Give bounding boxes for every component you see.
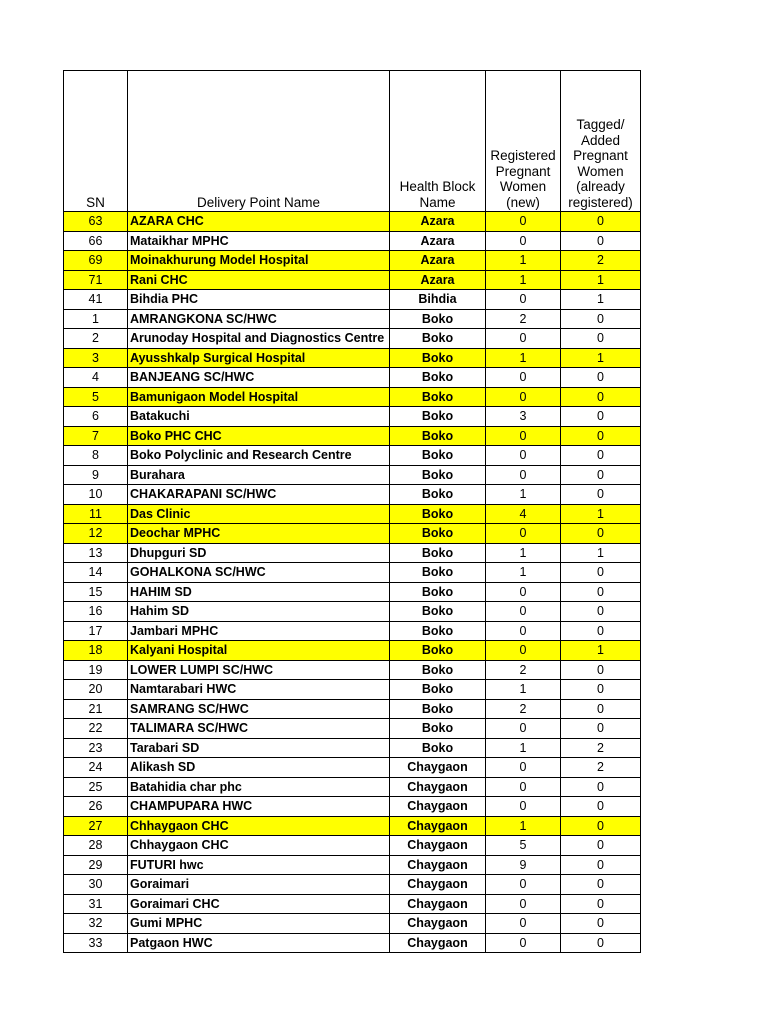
cell-registered: 0 bbox=[486, 719, 561, 739]
cell-health-block: Chaygaon bbox=[390, 777, 486, 797]
cell-tagged: 0 bbox=[561, 329, 641, 349]
cell-tagged: 1 bbox=[561, 348, 641, 368]
cell-sn: 16 bbox=[64, 602, 128, 622]
cell-health-block: Boko bbox=[390, 309, 486, 329]
cell-registered: 0 bbox=[486, 641, 561, 661]
cell-sn: 69 bbox=[64, 251, 128, 271]
cell-registered: 1 bbox=[486, 680, 561, 700]
cell-tagged: 2 bbox=[561, 738, 641, 758]
cell-health-block: Chaygaon bbox=[390, 894, 486, 914]
cell-sn: 25 bbox=[64, 777, 128, 797]
header-delivery-point-name: Delivery Point Name bbox=[128, 71, 390, 212]
cell-sn: 13 bbox=[64, 543, 128, 563]
cell-delivery-point-name: Deochar MPHC bbox=[128, 524, 390, 544]
table-row bbox=[64, 231, 641, 251]
cell-health-block: Chaygaon bbox=[390, 836, 486, 856]
table-row bbox=[64, 368, 641, 388]
cell-tagged: 0 bbox=[561, 446, 641, 466]
cell-sn: 15 bbox=[64, 582, 128, 602]
cell-tagged: 2 bbox=[561, 758, 641, 778]
table-row bbox=[64, 602, 641, 622]
cell-tagged: 0 bbox=[561, 621, 641, 641]
cell-registered: 0 bbox=[486, 894, 561, 914]
cell-tagged: 1 bbox=[561, 270, 641, 290]
cell-delivery-point-name: Mataikhar MPHC bbox=[128, 231, 390, 251]
cell-health-block: Azara bbox=[390, 231, 486, 251]
table-body bbox=[64, 212, 641, 953]
cell-tagged: 0 bbox=[561, 836, 641, 856]
cell-sn: 33 bbox=[64, 933, 128, 953]
table-row bbox=[64, 914, 641, 934]
cell-tagged: 0 bbox=[561, 426, 641, 446]
cell-registered: 0 bbox=[486, 777, 561, 797]
cell-sn: 4 bbox=[64, 368, 128, 388]
cell-sn: 12 bbox=[64, 524, 128, 544]
cell-health-block: Boko bbox=[390, 680, 486, 700]
cell-registered: 1 bbox=[486, 543, 561, 563]
cell-health-block: Boko bbox=[390, 465, 486, 485]
cell-tagged: 0 bbox=[561, 816, 641, 836]
cell-registered: 1 bbox=[486, 348, 561, 368]
cell-health-block: Boko bbox=[390, 719, 486, 739]
cell-health-block: Chaygaon bbox=[390, 855, 486, 875]
header-health-block-name: Health Block Name bbox=[390, 71, 486, 212]
cell-tagged: 0 bbox=[561, 368, 641, 388]
cell-registered: 1 bbox=[486, 251, 561, 271]
cell-delivery-point-name: Goraimari CHC bbox=[128, 894, 390, 914]
cell-delivery-point-name: Goraimari bbox=[128, 875, 390, 895]
cell-tagged: 0 bbox=[561, 465, 641, 485]
cell-sn: 17 bbox=[64, 621, 128, 641]
table-row bbox=[64, 836, 641, 856]
cell-health-block: Boko bbox=[390, 699, 486, 719]
cell-delivery-point-name: Das Clinic bbox=[128, 504, 390, 524]
cell-health-block: Bihdia bbox=[390, 290, 486, 310]
cell-sn: 18 bbox=[64, 641, 128, 661]
cell-health-block: Chaygaon bbox=[390, 933, 486, 953]
cell-registered: 1 bbox=[486, 270, 561, 290]
cell-registered: 2 bbox=[486, 699, 561, 719]
cell-delivery-point-name: Moinakhurung Model Hospital bbox=[128, 251, 390, 271]
table-row bbox=[64, 641, 641, 661]
cell-delivery-point-name: Batahidia char phc bbox=[128, 777, 390, 797]
cell-sn: 41 bbox=[64, 290, 128, 310]
cell-registered: 5 bbox=[486, 836, 561, 856]
table-row bbox=[64, 270, 641, 290]
cell-delivery-point-name: Jambari MPHC bbox=[128, 621, 390, 641]
cell-sn: 31 bbox=[64, 894, 128, 914]
cell-registered: 3 bbox=[486, 407, 561, 427]
cell-delivery-point-name: Boko Polyclinic and Research Centre bbox=[128, 446, 390, 466]
cell-health-block: Boko bbox=[390, 563, 486, 583]
cell-registered: 0 bbox=[486, 446, 561, 466]
cell-registered: 0 bbox=[486, 290, 561, 310]
cell-registered: 0 bbox=[486, 933, 561, 953]
header-tagged-pregnant-women: Tagged/ Added Pregnant Women (already registered) bbox=[561, 71, 641, 212]
cell-tagged: 0 bbox=[561, 875, 641, 895]
cell-sn: 9 bbox=[64, 465, 128, 485]
cell-registered: 0 bbox=[486, 426, 561, 446]
cell-registered: 0 bbox=[486, 875, 561, 895]
cell-registered: 0 bbox=[486, 231, 561, 251]
table-row bbox=[64, 426, 641, 446]
cell-registered: 1 bbox=[486, 816, 561, 836]
cell-registered: 2 bbox=[486, 309, 561, 329]
header-sn: SN bbox=[64, 71, 128, 212]
table-row bbox=[64, 465, 641, 485]
table-row bbox=[64, 290, 641, 310]
cell-registered: 2 bbox=[486, 660, 561, 680]
cell-sn: 32 bbox=[64, 914, 128, 934]
cell-health-block: Boko bbox=[390, 543, 486, 563]
cell-delivery-point-name: Patgaon HWC bbox=[128, 933, 390, 953]
table-row bbox=[64, 543, 641, 563]
cell-tagged: 0 bbox=[561, 524, 641, 544]
cell-sn: 26 bbox=[64, 797, 128, 817]
cell-delivery-point-name: AZARA CHC bbox=[128, 212, 390, 232]
cell-tagged: 0 bbox=[561, 777, 641, 797]
cell-health-block: Boko bbox=[390, 641, 486, 661]
cell-delivery-point-name: LOWER LUMPI SC/HWC bbox=[128, 660, 390, 680]
cell-health-block: Boko bbox=[390, 582, 486, 602]
cell-health-block: Azara bbox=[390, 212, 486, 232]
cell-health-block: Boko bbox=[390, 621, 486, 641]
table-row bbox=[64, 738, 641, 758]
cell-delivery-point-name: FUTURI hwc bbox=[128, 855, 390, 875]
cell-health-block: Chaygaon bbox=[390, 875, 486, 895]
cell-registered: 0 bbox=[486, 387, 561, 407]
cell-tagged: 0 bbox=[561, 212, 641, 232]
cell-sn: 10 bbox=[64, 485, 128, 505]
cell-delivery-point-name: Bamunigaon Model Hospital bbox=[128, 387, 390, 407]
cell-sn: 71 bbox=[64, 270, 128, 290]
cell-delivery-point-name: BANJEANG SC/HWC bbox=[128, 368, 390, 388]
cell-registered: 0 bbox=[486, 582, 561, 602]
cell-registered: 0 bbox=[486, 797, 561, 817]
cell-tagged: 0 bbox=[561, 680, 641, 700]
cell-delivery-point-name: CHAMPUPARA HWC bbox=[128, 797, 390, 817]
cell-tagged: 0 bbox=[561, 719, 641, 739]
cell-registered: 1 bbox=[486, 485, 561, 505]
cell-tagged: 0 bbox=[561, 563, 641, 583]
cell-sn: 29 bbox=[64, 855, 128, 875]
cell-tagged: 0 bbox=[561, 660, 641, 680]
cell-sn: 6 bbox=[64, 407, 128, 427]
cell-health-block: Chaygaon bbox=[390, 758, 486, 778]
cell-delivery-point-name: Ayusshkalp Surgical Hospital bbox=[128, 348, 390, 368]
cell-registered: 0 bbox=[486, 212, 561, 232]
cell-tagged: 2 bbox=[561, 251, 641, 271]
cell-registered: 0 bbox=[486, 758, 561, 778]
cell-sn: 23 bbox=[64, 738, 128, 758]
cell-delivery-point-name: CHAKARAPANI SC/HWC bbox=[128, 485, 390, 505]
cell-tagged: 0 bbox=[561, 231, 641, 251]
table-row bbox=[64, 660, 641, 680]
cell-health-block: Boko bbox=[390, 660, 486, 680]
delivery-point-table bbox=[63, 70, 641, 953]
cell-health-block: Boko bbox=[390, 738, 486, 758]
table-row bbox=[64, 446, 641, 466]
cell-sn: 66 bbox=[64, 231, 128, 251]
cell-registered: 0 bbox=[486, 602, 561, 622]
cell-registered: 1 bbox=[486, 738, 561, 758]
cell-health-block: Boko bbox=[390, 426, 486, 446]
table-row bbox=[64, 816, 641, 836]
cell-delivery-point-name: Chhaygaon CHC bbox=[128, 836, 390, 856]
cell-health-block: Azara bbox=[390, 270, 486, 290]
table-row bbox=[64, 212, 641, 232]
cell-tagged: 0 bbox=[561, 914, 641, 934]
cell-sn: 24 bbox=[64, 758, 128, 778]
cell-registered: 0 bbox=[486, 368, 561, 388]
cell-delivery-point-name: HAHIM SD bbox=[128, 582, 390, 602]
cell-health-block: Boko bbox=[390, 368, 486, 388]
cell-sn: 14 bbox=[64, 563, 128, 583]
cell-registered: 1 bbox=[486, 563, 561, 583]
cell-sn: 7 bbox=[64, 426, 128, 446]
table-row bbox=[64, 563, 641, 583]
cell-tagged: 0 bbox=[561, 485, 641, 505]
table-row bbox=[64, 680, 641, 700]
cell-delivery-point-name: Boko PHC CHC bbox=[128, 426, 390, 446]
cell-health-block: Boko bbox=[390, 387, 486, 407]
cell-sn: 22 bbox=[64, 719, 128, 739]
cell-delivery-point-name: Chhaygaon CHC bbox=[128, 816, 390, 836]
cell-health-block: Boko bbox=[390, 524, 486, 544]
cell-sn: 8 bbox=[64, 446, 128, 466]
table-row bbox=[64, 407, 641, 427]
cell-sn: 28 bbox=[64, 836, 128, 856]
cell-delivery-point-name: Rani CHC bbox=[128, 270, 390, 290]
cell-health-block: Chaygaon bbox=[390, 797, 486, 817]
cell-delivery-point-name: Namtarabari HWC bbox=[128, 680, 390, 700]
cell-sn: 20 bbox=[64, 680, 128, 700]
cell-health-block: Chaygaon bbox=[390, 914, 486, 934]
cell-registered: 0 bbox=[486, 914, 561, 934]
cell-tagged: 0 bbox=[561, 602, 641, 622]
table-row bbox=[64, 855, 641, 875]
cell-delivery-point-name: Alikash SD bbox=[128, 758, 390, 778]
table-row bbox=[64, 387, 641, 407]
cell-health-block: Boko bbox=[390, 504, 486, 524]
cell-delivery-point-name: Hahim SD bbox=[128, 602, 390, 622]
table-row bbox=[64, 504, 641, 524]
cell-tagged: 0 bbox=[561, 309, 641, 329]
cell-health-block: Azara bbox=[390, 251, 486, 271]
cell-tagged: 0 bbox=[561, 855, 641, 875]
table-row bbox=[64, 777, 641, 797]
cell-registered: 0 bbox=[486, 621, 561, 641]
cell-delivery-point-name: Dhupguri SD bbox=[128, 543, 390, 563]
cell-health-block: Boko bbox=[390, 407, 486, 427]
cell-registered: 0 bbox=[486, 524, 561, 544]
table-row bbox=[64, 582, 641, 602]
header-row bbox=[64, 71, 641, 212]
cell-tagged: 1 bbox=[561, 543, 641, 563]
cell-tagged: 1 bbox=[561, 504, 641, 524]
cell-sn: 19 bbox=[64, 660, 128, 680]
cell-registered: 0 bbox=[486, 465, 561, 485]
cell-tagged: 1 bbox=[561, 290, 641, 310]
cell-delivery-point-name: AMRANGKONA SC/HWC bbox=[128, 309, 390, 329]
cell-health-block: Boko bbox=[390, 329, 486, 349]
cell-tagged: 0 bbox=[561, 894, 641, 914]
cell-tagged: 0 bbox=[561, 387, 641, 407]
table-row bbox=[64, 309, 641, 329]
table-row bbox=[64, 933, 641, 953]
cell-delivery-point-name: Gumi MPHC bbox=[128, 914, 390, 934]
cell-delivery-point-name: Batakuchi bbox=[128, 407, 390, 427]
cell-delivery-point-name: Tarabari SD bbox=[128, 738, 390, 758]
cell-health-block: Boko bbox=[390, 348, 486, 368]
table-row bbox=[64, 719, 641, 739]
table-row bbox=[64, 524, 641, 544]
cell-tagged: 0 bbox=[561, 699, 641, 719]
table-row bbox=[64, 348, 641, 368]
cell-delivery-point-name: TALIMARA SC/HWC bbox=[128, 719, 390, 739]
cell-delivery-point-name: Bihdia PHC bbox=[128, 290, 390, 310]
cell-sn: 1 bbox=[64, 309, 128, 329]
cell-health-block: Chaygaon bbox=[390, 816, 486, 836]
cell-delivery-point-name: Arunoday Hospital and Diagnostics Centre bbox=[128, 329, 390, 349]
cell-registered: 4 bbox=[486, 504, 561, 524]
table-row bbox=[64, 329, 641, 349]
cell-delivery-point-name: Kalyani Hospital bbox=[128, 641, 390, 661]
cell-tagged: 0 bbox=[561, 797, 641, 817]
cell-tagged: 1 bbox=[561, 641, 641, 661]
table-row bbox=[64, 875, 641, 895]
cell-delivery-point-name: SAMRANG SC/HWC bbox=[128, 699, 390, 719]
header-registered-pregnant-women: Registered Pregnant Women (new) bbox=[486, 71, 561, 212]
cell-sn: 5 bbox=[64, 387, 128, 407]
cell-health-block: Boko bbox=[390, 446, 486, 466]
table-row bbox=[64, 797, 641, 817]
cell-registered: 9 bbox=[486, 855, 561, 875]
cell-sn: 3 bbox=[64, 348, 128, 368]
cell-sn: 2 bbox=[64, 329, 128, 349]
cell-health-block: Boko bbox=[390, 602, 486, 622]
table-row bbox=[64, 251, 641, 271]
cell-delivery-point-name: Burahara bbox=[128, 465, 390, 485]
cell-sn: 30 bbox=[64, 875, 128, 895]
cell-delivery-point-name: GOHALKONA SC/HWC bbox=[128, 563, 390, 583]
cell-registered: 0 bbox=[486, 329, 561, 349]
table-row bbox=[64, 758, 641, 778]
cell-health-block: Boko bbox=[390, 485, 486, 505]
cell-sn: 27 bbox=[64, 816, 128, 836]
cell-sn: 21 bbox=[64, 699, 128, 719]
table-row bbox=[64, 699, 641, 719]
table-row bbox=[64, 621, 641, 641]
cell-tagged: 0 bbox=[561, 582, 641, 602]
cell-sn: 11 bbox=[64, 504, 128, 524]
cell-tagged: 0 bbox=[561, 933, 641, 953]
cell-sn: 63 bbox=[64, 212, 128, 232]
table-row bbox=[64, 485, 641, 505]
cell-tagged: 0 bbox=[561, 407, 641, 427]
table-row bbox=[64, 894, 641, 914]
